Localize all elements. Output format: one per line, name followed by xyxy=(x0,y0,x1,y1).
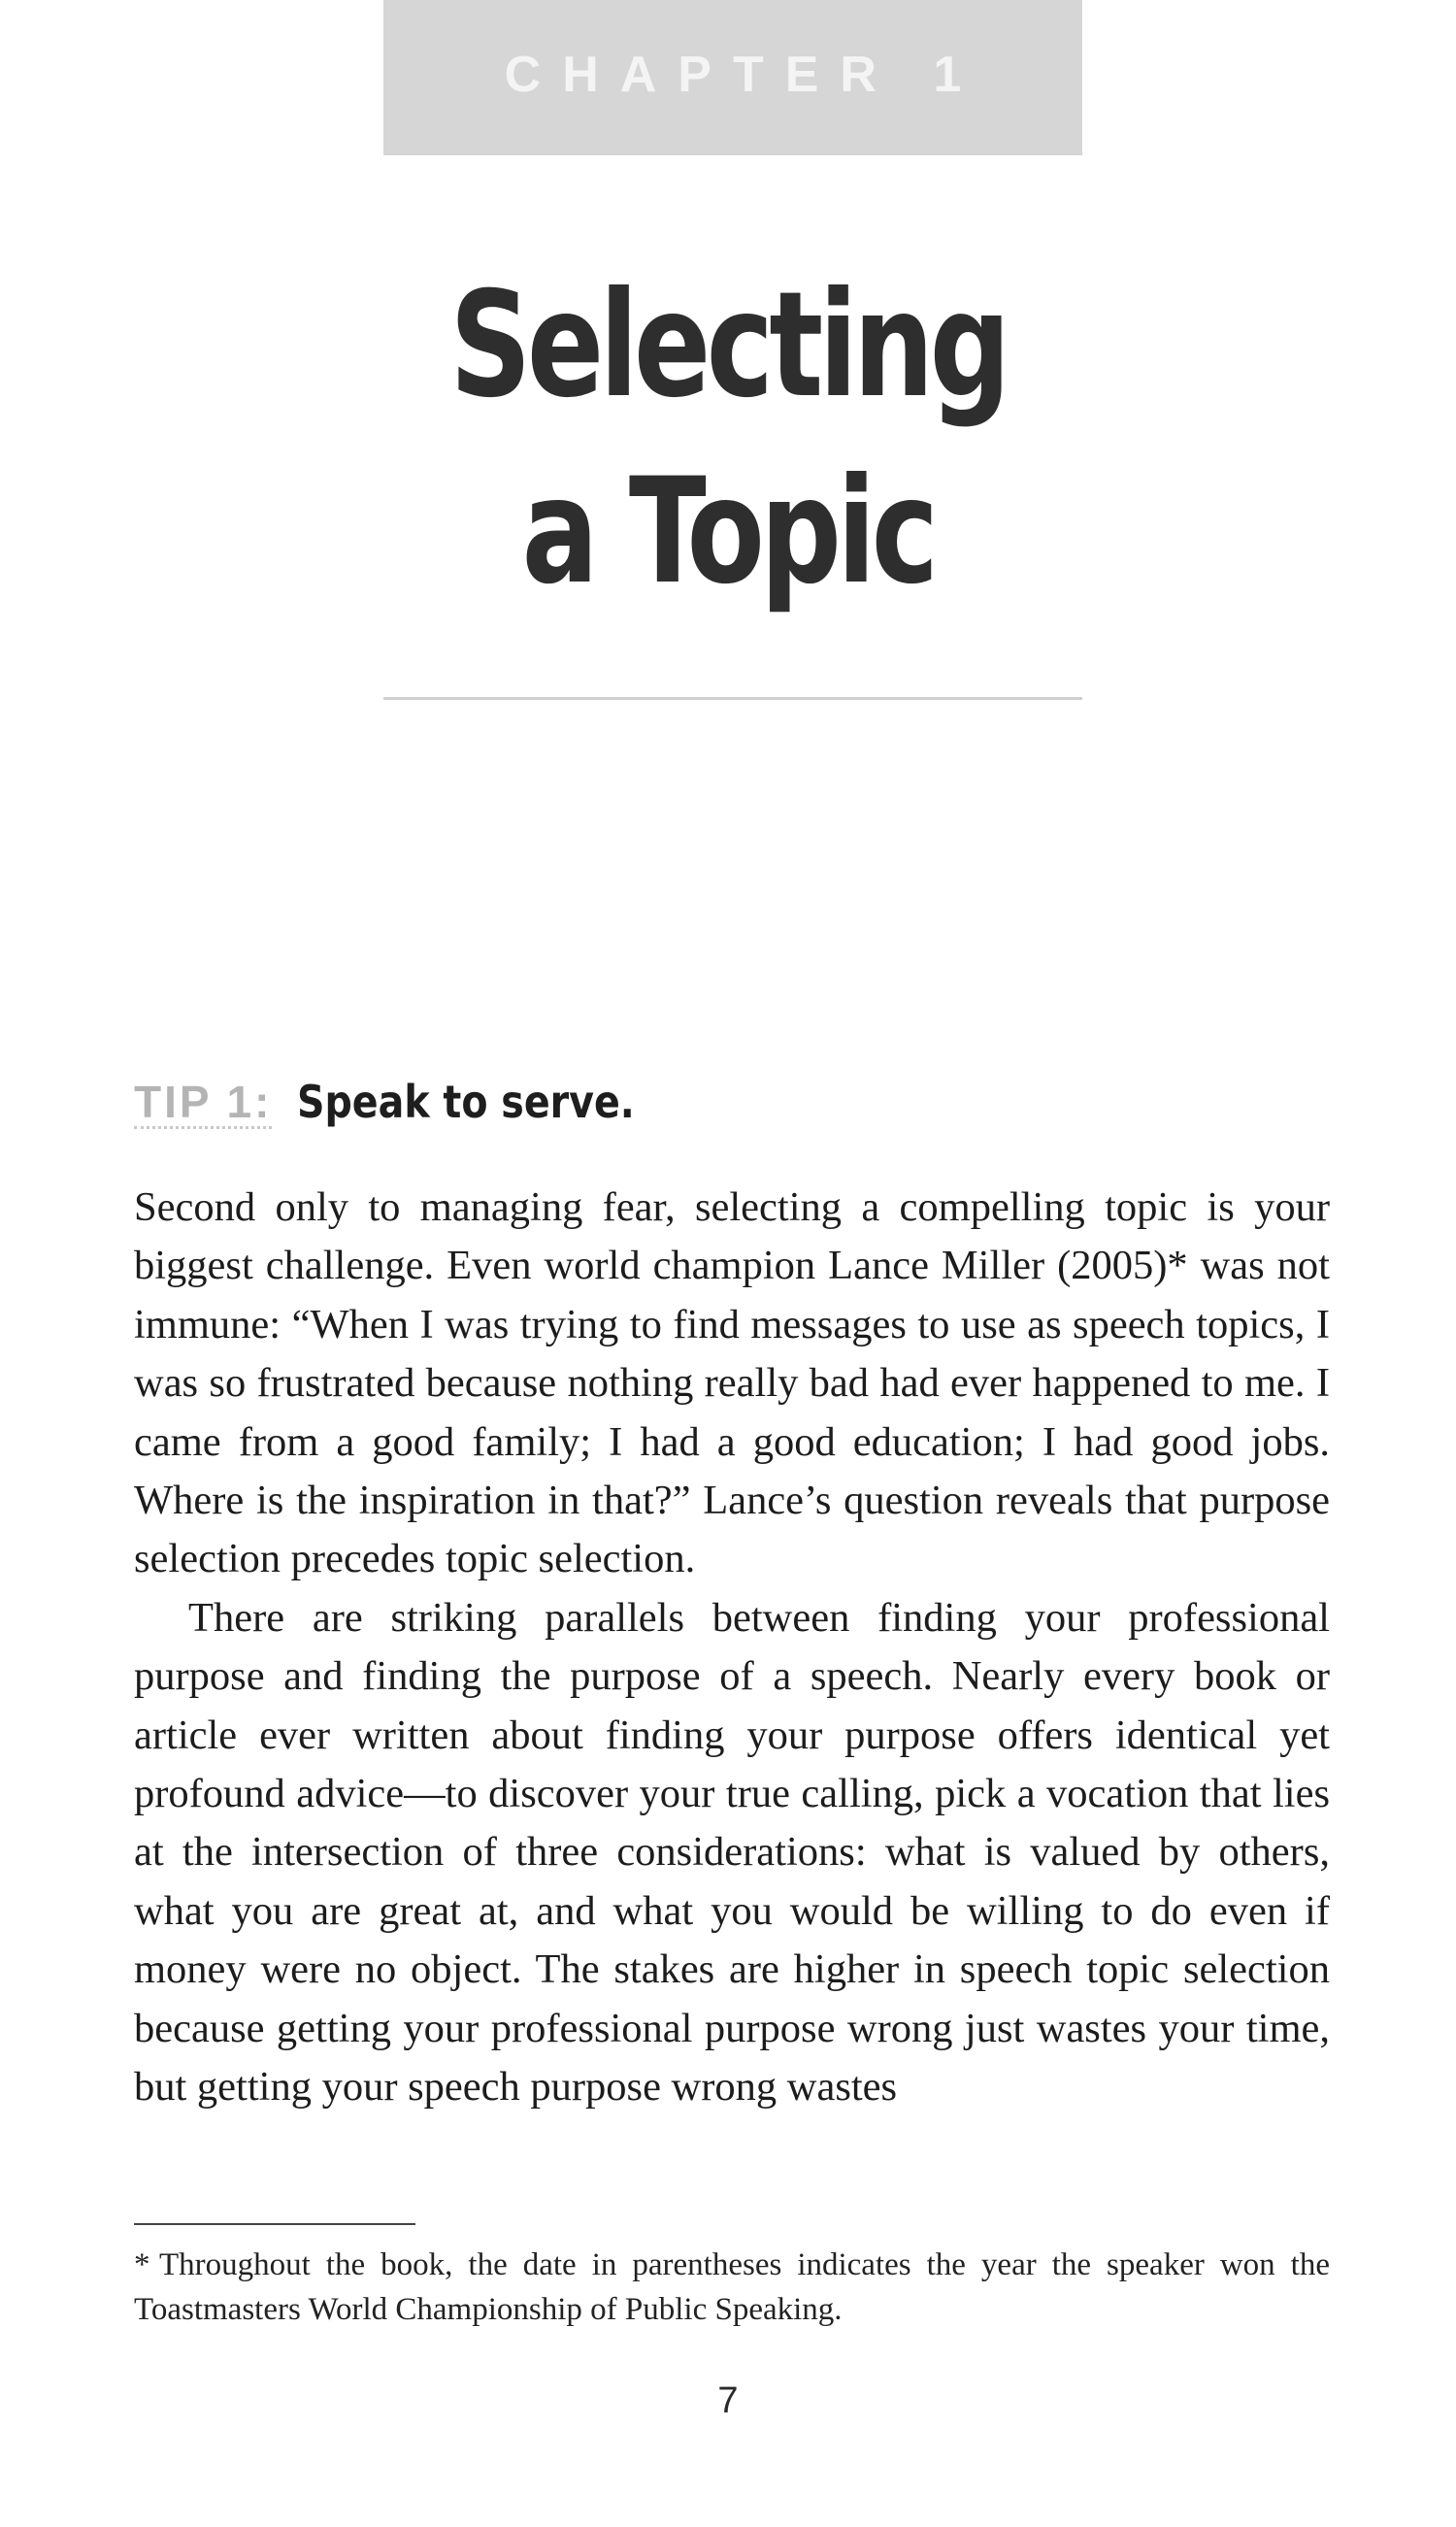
chapter-title-line-2: a Topic xyxy=(521,448,935,616)
page-number: 7 xyxy=(717,2380,739,2421)
tip-text: Speak to serve. xyxy=(297,1076,636,1128)
chapter-label: CHAPTER 1 xyxy=(504,47,983,103)
body-paragraph-2: There are striking parallels between finding your professional purpose and finding the purpose of a speech. Nearly every book or article ever written about finding your purpose offers identical yet profound advice—to discover your true calling, pick a vocation that lies at the intersection of three considerations: what is valued by others, what you are great at, and what you would be willing to do even if money were no object. The stakes are higher in speech topic selection because getting your professional purpose wrong just wastes your time, but getting your speech purpose wrong wastes xyxy=(134,1594,1330,2111)
body-text xyxy=(134,1179,1330,2117)
title-divider xyxy=(383,697,1082,700)
footnote-text: Throughout the book, the date in parentheses indicates the year the speaker won the Toastmasters World Championship of Public Speaking. xyxy=(134,2247,1330,2327)
body-paragraph-1: Second only to managing fear, selecting a compelling topic is your biggest challenge. Even world champion Lance Miller (2005)* was not immune: “When I was trying to find messages to use as speech topics, I was so frustrated because nothing really bad had ever happened to me. I came from a good family; I had a good education; I had good jobs. Where is the inspiration in that?” Lance’s question reveals that purpose selection precedes topic selection. xyxy=(134,1184,1330,1582)
chapter-title-line-1: Selecting xyxy=(449,261,1007,430)
footnote-mark: * xyxy=(134,2247,150,2282)
chapter-header-band xyxy=(383,0,1082,155)
tip-label: TIP 1: xyxy=(134,1077,273,1127)
tip-heading xyxy=(134,1076,1328,1134)
footnote-divider xyxy=(134,2223,415,2225)
chapter-title xyxy=(387,252,1069,625)
footnote xyxy=(134,2243,1330,2332)
